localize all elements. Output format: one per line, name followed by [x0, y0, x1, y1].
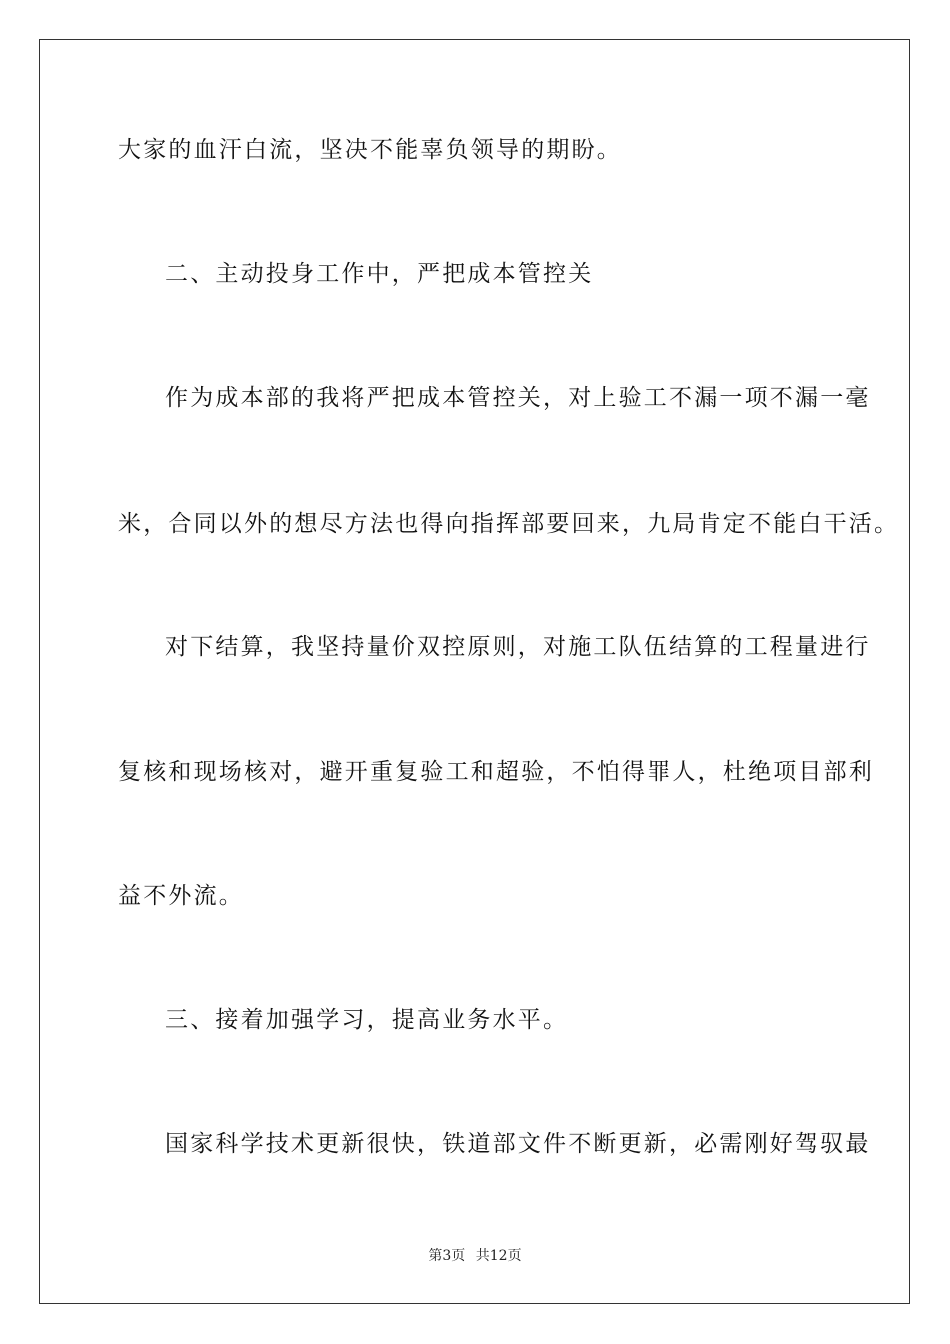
paragraph-line-6: 复核和现场核对，避开重复验工和超验，不怕得罪人，杜绝项目部利 [118, 759, 874, 785]
paragraph-line-5: 对下结算，我坚持量价双控原则，对施工队伍结算的工程量进行 [165, 634, 871, 660]
section-heading-2: 二、主动投身工作中，严把成本管控关 [165, 261, 594, 287]
page-total: 共12页 [475, 1248, 522, 1264]
paragraph-line-9: 国家科学技术更新很快，铁道部文件不断更新，必需刚好驾驭最 [165, 1131, 871, 1157]
paragraph-line-4: 米，合同以外的想尽方法也得向指挥部要回来，九局肯定不能白干活。 [118, 511, 900, 537]
paragraph-line-1: 大家的血汗白流，坚决不能辜负领导的期盼。 [118, 137, 622, 163]
section-heading-3: 三、接着加强学习，提高业务水平。 [165, 1007, 569, 1033]
page-footer [0, 1247, 950, 1265]
paragraph-line-3: 作为成本部的我将严把成本管控关，对上验工不漏一项不漏一毫 [165, 385, 871, 411]
page-number: 第3页 [428, 1248, 466, 1264]
paragraph-line-7: 益不外流。 [118, 883, 244, 909]
page-frame [39, 39, 910, 1304]
